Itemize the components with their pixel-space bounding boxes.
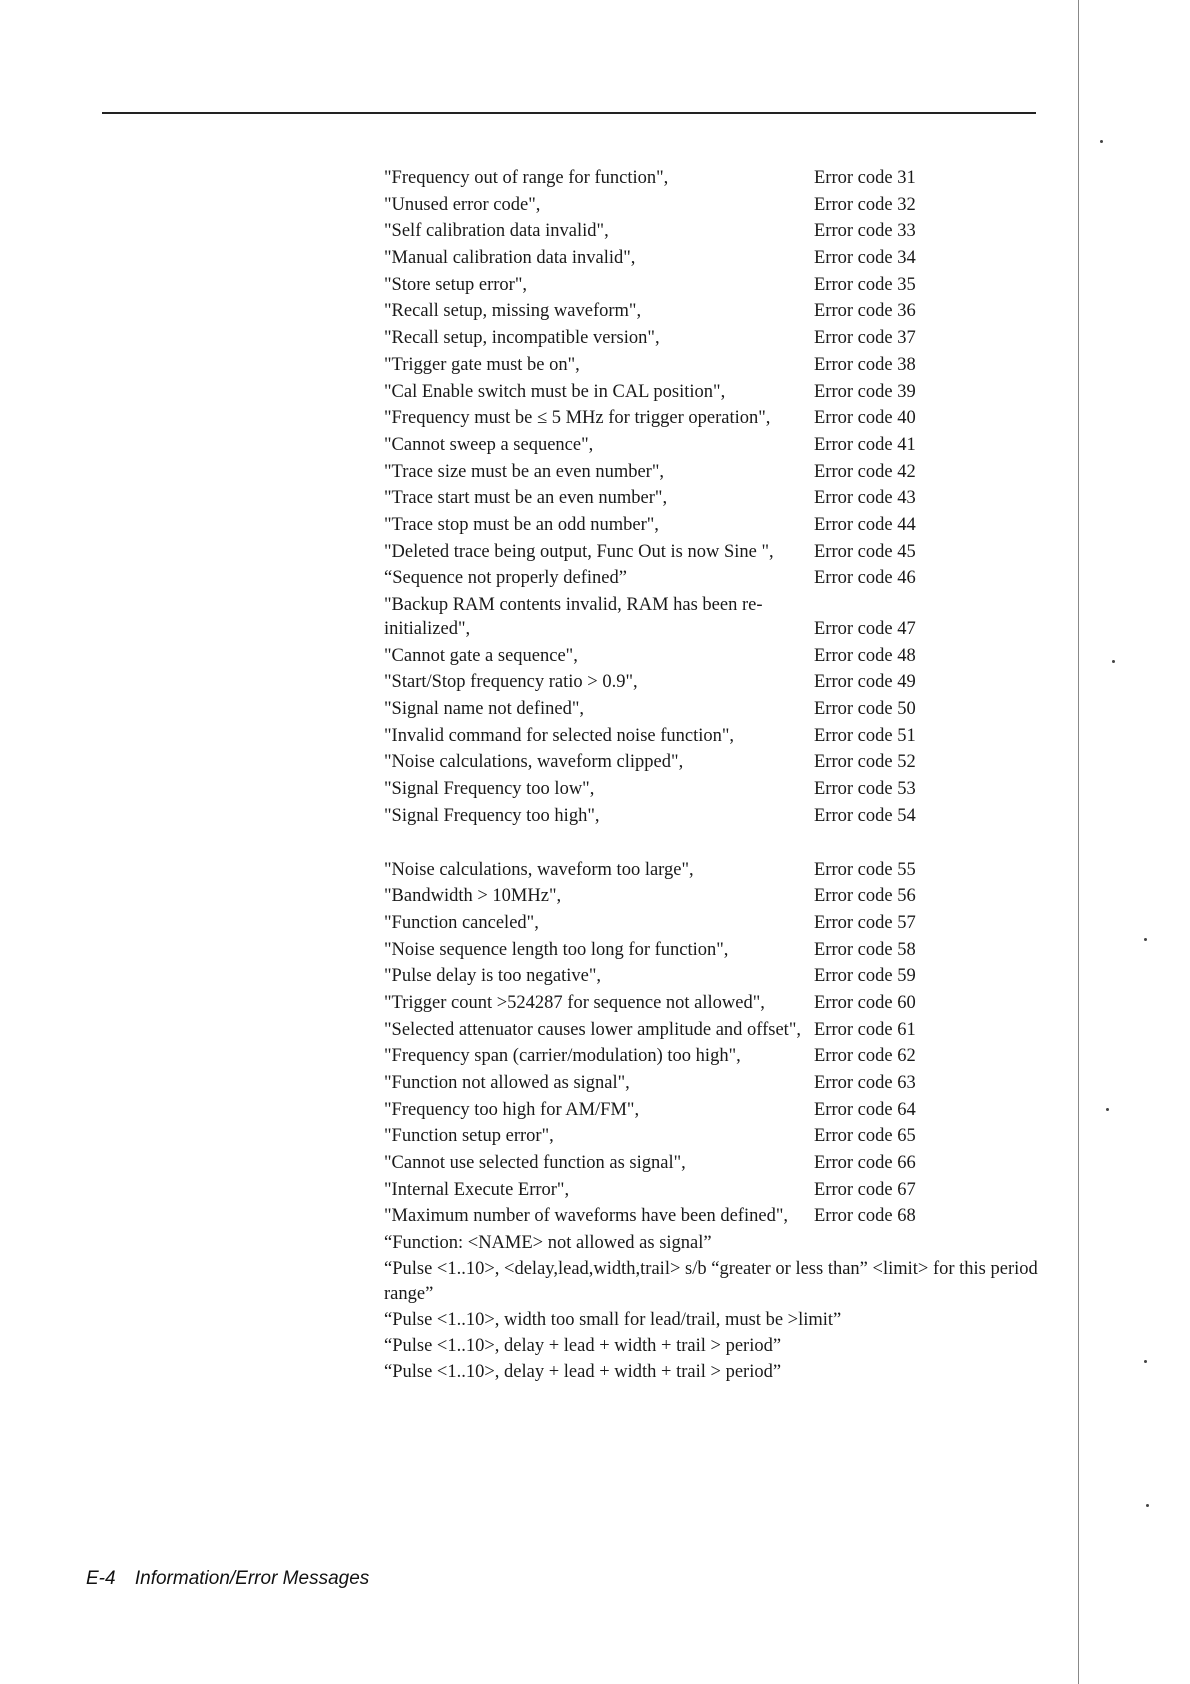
error-row — [384, 911, 1044, 935]
error-row — [384, 777, 1044, 801]
error-message: "Noise sequence length too long for function", — [384, 939, 729, 960]
error-code: Error code 64 — [814, 1099, 916, 1120]
error-message: "Store setup error", — [384, 274, 528, 295]
error-code: Error code 47 — [814, 619, 916, 639]
error-row — [384, 1098, 1044, 1122]
error-code: Error code 45 — [814, 541, 916, 562]
error-code: Error code 56 — [814, 886, 916, 907]
error-message: "Recall setup, incompatible version", — [384, 328, 660, 349]
error-row — [384, 380, 1044, 404]
error-code: Error code 58 — [814, 939, 916, 960]
error-row — [384, 593, 1044, 641]
error-row — [384, 1124, 1044, 1148]
header-rule — [102, 112, 1036, 114]
scan-speck — [1144, 938, 1147, 941]
error-message: "Signal name not defined", — [384, 699, 585, 720]
error-code: Error code 68 — [814, 1206, 916, 1227]
error-row — [384, 1204, 1044, 1228]
error-message: "Signal Frequency too high", — [384, 805, 600, 826]
error-message: “Sequence not properly defined” — [384, 568, 627, 589]
error-code: Error code 57 — [814, 912, 916, 933]
section-title: Information/Error Messages — [134, 1568, 370, 1589]
extra-message: “Function: <NAME> not allowed as signal” — [384, 1233, 712, 1254]
error-row — [384, 724, 1044, 748]
error-row — [384, 938, 1044, 962]
error-row — [384, 433, 1044, 457]
error-row — [384, 884, 1044, 908]
error-message: "Noise calculations, waveform clipped", — [384, 752, 684, 773]
error-code: Error code 51 — [814, 725, 916, 746]
error-row — [384, 566, 1044, 590]
error-message: "Signal Frequency too low", — [384, 779, 595, 800]
extra-messages — [384, 1231, 1044, 1385]
error-code: Error code 54 — [814, 805, 916, 826]
error-row — [384, 670, 1044, 694]
error-row — [384, 991, 1044, 1015]
page-number: E-4 — [86, 1568, 116, 1589]
error-code: Error code 55 — [814, 859, 916, 880]
page-footer — [86, 1568, 369, 1590]
error-code: Error code 46 — [814, 568, 916, 589]
error-message: "Cannot sweep a sequence", — [384, 434, 594, 455]
error-message: "Deleted trace being output, Func Out is now Sine ", — [384, 541, 774, 562]
error-message: "Noise calculations, waveform too large", — [384, 859, 694, 880]
extra-message: “Pulse <1..10>, width too small for lead/trail, must be >limit” — [384, 1310, 842, 1331]
error-code: Error code 40 — [814, 408, 916, 429]
scan-speck — [1146, 1504, 1149, 1507]
error-message: "Cal Enable switch must be in CAL position", — [384, 381, 726, 402]
error-row — [384, 406, 1044, 430]
error-row — [384, 858, 1044, 882]
error-row — [384, 299, 1044, 323]
error-message: "Function not allowed as signal", — [384, 1073, 630, 1093]
error-code: Error code 62 — [814, 1046, 916, 1067]
error-message: "Trace stop must be an odd number", — [384, 514, 659, 535]
error-code: Error code 52 — [814, 752, 916, 773]
error-row — [384, 353, 1044, 377]
error-row — [384, 486, 1044, 510]
extra-message: “Pulse <1..10>, <delay,lead,width,trail> s/b “greater or less than” <limit> for this period range” — [384, 1259, 1038, 1305]
error-row — [384, 219, 1044, 243]
error-code: Error code 50 — [814, 699, 916, 720]
error-row — [384, 246, 1044, 270]
extra-message: “Pulse <1..10>, delay + lead + width + trail > period” — [384, 1336, 782, 1357]
error-code: Error code 53 — [814, 779, 916, 800]
extra-message: “Pulse <1..10>, delay + lead + width + trail > period” — [384, 1362, 782, 1383]
error-message: "Unused error code", — [384, 194, 541, 215]
error-row — [384, 1018, 1044, 1042]
error-message: "Invalid command for selected noise function", — [384, 725, 735, 746]
error-message: "Bandwidth > 10MHz", — [384, 886, 562, 907]
error-message: "Selected attenuator causes lower amplitude and offset", — [384, 1019, 801, 1040]
error-code: Error code 65 — [814, 1126, 916, 1147]
error-code: Error code 37 — [814, 328, 916, 349]
error-row — [384, 804, 1044, 828]
error-row — [384, 750, 1044, 774]
error-code: Error code 66 — [814, 1153, 916, 1174]
error-code: Error code 36 — [814, 301, 916, 322]
error-row — [384, 326, 1044, 350]
scan-speck — [1112, 660, 1115, 663]
error-row — [384, 460, 1044, 484]
error-message: "Function setup error", — [384, 1126, 554, 1147]
error-message: "Cannot gate a sequence", — [384, 645, 578, 666]
error-code: Error code 34 — [814, 248, 916, 269]
error-code: Error code 39 — [814, 381, 916, 402]
error-row — [384, 540, 1044, 564]
error-message: "Pulse delay is too negative", — [384, 966, 602, 987]
error-code: Error code 32 — [814, 194, 916, 215]
error-message: "Trace size must be an even number", — [384, 461, 665, 482]
error-row — [384, 1178, 1044, 1202]
error-message-list — [384, 166, 1044, 1386]
error-code: Error code 48 — [814, 645, 916, 666]
error-message: "Self calibration data invalid", — [384, 221, 609, 242]
error-message: "Trigger count >524287 for sequence not allowed", — [384, 992, 765, 1013]
error-row — [384, 1044, 1044, 1068]
error-row — [384, 193, 1044, 217]
error-code: Error code 35 — [814, 274, 916, 295]
error-row — [384, 697, 1044, 721]
error-message: "Manual calibration data invalid", — [384, 248, 636, 269]
error-code: Error code 59 — [814, 966, 916, 987]
scan-speck — [1106, 1108, 1109, 1111]
error-message: "Trace start must be an even number", — [384, 488, 668, 509]
error-list-part-1 — [384, 166, 1044, 828]
error-code: Error code 61 — [814, 1019, 916, 1040]
error-message: "Frequency out of range for function", — [384, 168, 669, 188]
error-row — [384, 273, 1044, 297]
error-message: "Internal Execute Error", — [384, 1179, 570, 1200]
scan-speck — [1144, 1360, 1147, 1363]
error-message: "Frequency span (carrier/modulation) too high", — [384, 1046, 741, 1067]
error-row — [384, 166, 1044, 190]
error-code: Error code 44 — [814, 514, 916, 535]
error-code: Error code 67 — [814, 1179, 916, 1200]
error-row — [384, 644, 1044, 668]
error-code: Error code 33 — [814, 221, 916, 242]
error-row — [384, 513, 1044, 537]
scan-speck — [1100, 140, 1103, 143]
error-message: "Backup RAM contents invalid, RAM has been re-initialized", — [384, 595, 763, 639]
error-row — [384, 964, 1044, 988]
error-message: "Function canceled", — [384, 912, 539, 933]
error-row — [384, 1071, 1044, 1095]
error-message: "Start/Stop frequency ratio > 0.9", — [384, 672, 638, 693]
error-message: "Maximum number of waveforms have been defined", — [384, 1206, 788, 1227]
error-code: Error code 42 — [814, 461, 916, 482]
error-message: "Cannot use selected function as signal", — [384, 1153, 686, 1174]
scan-edge-line — [1078, 0, 1079, 1684]
error-code: Error code 63 — [814, 1073, 916, 1093]
error-code: Error code 43 — [814, 488, 916, 509]
error-message: "Trigger gate must be on", — [384, 354, 580, 375]
list-gap — [384, 831, 1044, 858]
error-row — [384, 1151, 1044, 1175]
error-message: "Frequency must be ≤ 5 MHz for trigger operation", — [384, 408, 771, 429]
error-code: Error code 41 — [814, 434, 916, 455]
error-message: "Frequency too high for AM/FM", — [384, 1099, 640, 1120]
error-code: Error code 60 — [814, 992, 916, 1013]
error-code: Error code 31 — [814, 168, 916, 188]
error-message: "Recall setup, missing waveform", — [384, 301, 642, 322]
error-code: Error code 38 — [814, 354, 916, 375]
error-code: Error code 49 — [814, 672, 916, 693]
error-list-part-2 — [384, 858, 1044, 1229]
